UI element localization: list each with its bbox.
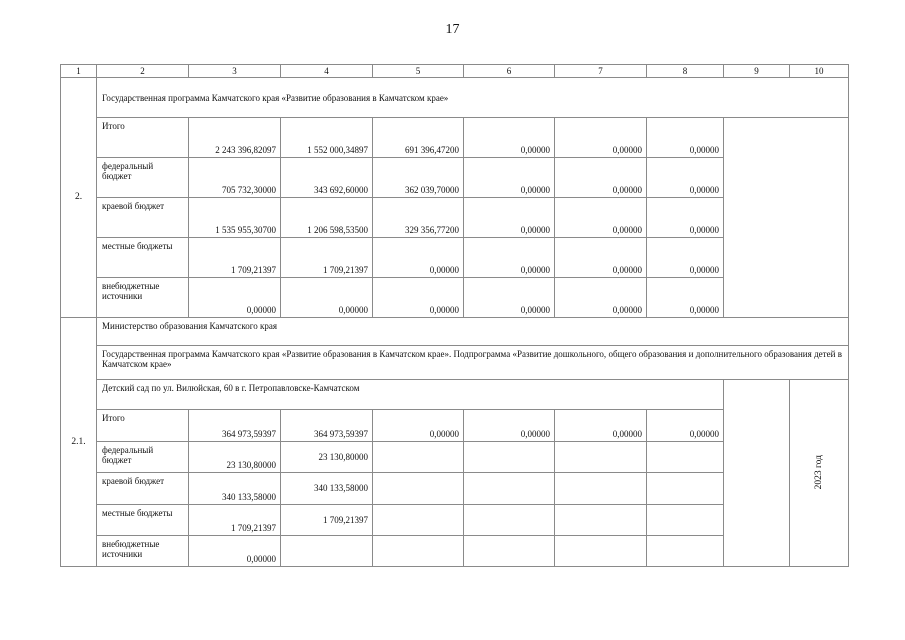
cell-value: 340 133,58000 bbox=[189, 473, 281, 505]
col-header: 8 bbox=[647, 65, 724, 78]
section-21-object-row bbox=[61, 380, 849, 410]
cell-value: 0,00000 bbox=[647, 238, 724, 278]
program-title: Государственная программа Камчатского края «Развитие образования в Камчатском крае» bbox=[97, 78, 849, 118]
cell-value: 1 552 000,34897 bbox=[281, 118, 373, 158]
cell-value bbox=[555, 442, 647, 473]
cell-value: 0,00000 bbox=[555, 410, 647, 442]
cell-value bbox=[464, 473, 555, 505]
table-row bbox=[61, 118, 849, 158]
cell-value: 705 732,30000 bbox=[189, 158, 281, 198]
column-number-row bbox=[61, 65, 849, 78]
object-title: Детский сад по ул. Вилюйская, 60 в г. Петропавловске-Камчатском bbox=[97, 380, 724, 410]
col-header: 1 bbox=[61, 65, 97, 78]
cell-value: 0,00000 bbox=[281, 278, 373, 318]
cell-value: 0,00000 bbox=[555, 198, 647, 238]
empty-cell bbox=[724, 118, 849, 318]
row-label: Итого bbox=[97, 410, 189, 442]
cell-value: 1 709,21397 bbox=[189, 505, 281, 536]
col-header: 9 bbox=[724, 65, 790, 78]
col-header: 10 bbox=[790, 65, 849, 78]
row-number: 2.1. bbox=[61, 318, 97, 567]
cell-value: 23 130,80000 bbox=[189, 442, 281, 473]
cell-value bbox=[281, 536, 373, 567]
cell-value: 1 535 955,30700 bbox=[189, 198, 281, 238]
page-number: 17 bbox=[445, 22, 460, 37]
cell-value: 0,00000 bbox=[555, 118, 647, 158]
cell-value: 1 709,21397 bbox=[281, 505, 373, 536]
cell-value: 2 243 396,82097 bbox=[189, 118, 281, 158]
subprogram-title: Государственная программа Камчатского края «Развитие образования в Камчатском крае». Подпрограмма «Развитие дошкольного, общего образования и дополнительного образования детей в Камчатском крае» bbox=[97, 346, 849, 380]
cell-value: 0,00000 bbox=[555, 278, 647, 318]
cell-value bbox=[555, 536, 647, 567]
cell-value bbox=[464, 536, 555, 567]
section-2-title-row bbox=[61, 78, 849, 118]
cell-value: 0,00000 bbox=[647, 158, 724, 198]
cell-value: 362 039,70000 bbox=[373, 158, 464, 198]
cell-value: 0,00000 bbox=[647, 118, 724, 158]
row-label: краевой бюджет bbox=[97, 473, 189, 505]
col-header: 4 bbox=[281, 65, 373, 78]
row-label: внебюджетные источники bbox=[97, 536, 189, 567]
cell-value: 691 396,47200 bbox=[373, 118, 464, 158]
cell-value bbox=[373, 473, 464, 505]
col-header: 3 bbox=[189, 65, 281, 78]
row-label: местные бюджеты bbox=[97, 505, 189, 536]
cell-value bbox=[647, 536, 724, 567]
cell-value: 0,00000 bbox=[373, 238, 464, 278]
cell-value bbox=[373, 536, 464, 567]
cell-value: 364 973,59397 bbox=[189, 410, 281, 442]
section-21-ministry-row bbox=[61, 318, 849, 346]
col-header: 2 bbox=[97, 65, 189, 78]
cell-value: 0,00000 bbox=[464, 410, 555, 442]
row-label: внебюджетные источники bbox=[97, 278, 189, 318]
cell-value: 0,00000 bbox=[373, 410, 464, 442]
cell-value: 0,00000 bbox=[373, 278, 464, 318]
cell-value: 0,00000 bbox=[464, 278, 555, 318]
empty-cell bbox=[724, 380, 790, 567]
cell-value: 343 692,60000 bbox=[281, 158, 373, 198]
cell-value bbox=[647, 473, 724, 505]
col-header: 6 bbox=[464, 65, 555, 78]
cell-value: 1 206 598,53500 bbox=[281, 198, 373, 238]
cell-value: 340 133,58000 bbox=[281, 473, 373, 505]
cell-value: 23 130,80000 bbox=[281, 442, 373, 473]
cell-value: 0,00000 bbox=[464, 238, 555, 278]
cell-value: 0,00000 bbox=[189, 278, 281, 318]
cell-value: 364 973,59397 bbox=[281, 410, 373, 442]
cell-value bbox=[647, 442, 724, 473]
cell-value: 0,00000 bbox=[464, 158, 555, 198]
cell-value: 1 709,21397 bbox=[189, 238, 281, 278]
row-label: Итого bbox=[97, 118, 189, 158]
cell-value bbox=[464, 442, 555, 473]
year-label: 2023 год bbox=[813, 454, 824, 489]
col-header: 7 bbox=[555, 65, 647, 78]
section-21-program-row bbox=[61, 346, 849, 380]
cell-value bbox=[464, 505, 555, 536]
row-label: федеральный бюджет bbox=[97, 158, 189, 198]
cell-value: 0,00000 bbox=[189, 536, 281, 567]
cell-value bbox=[373, 442, 464, 473]
cell-value bbox=[373, 505, 464, 536]
cell-value: 1 709,21397 bbox=[281, 238, 373, 278]
cell-value: 0,00000 bbox=[647, 278, 724, 318]
cell-value bbox=[555, 505, 647, 536]
ministry-title: Министерство образования Камчатского края bbox=[97, 318, 849, 346]
year-cell bbox=[790, 380, 849, 567]
cell-value bbox=[647, 505, 724, 536]
col-header: 5 bbox=[373, 65, 464, 78]
cell-value: 0,00000 bbox=[647, 198, 724, 238]
cell-value bbox=[555, 473, 647, 505]
cell-value: 0,00000 bbox=[464, 198, 555, 238]
row-label: местные бюджеты bbox=[97, 238, 189, 278]
cell-value: 0,00000 bbox=[464, 118, 555, 158]
row-label: краевой бюджет bbox=[97, 198, 189, 238]
cell-value: 329 356,77200 bbox=[373, 198, 464, 238]
budget-table bbox=[60, 64, 849, 567]
cell-value: 0,00000 bbox=[647, 410, 724, 442]
row-number: 2. bbox=[61, 78, 97, 318]
cell-value: 0,00000 bbox=[555, 238, 647, 278]
row-label: федеральный бюджет bbox=[97, 442, 189, 473]
cell-value: 0,00000 bbox=[555, 158, 647, 198]
